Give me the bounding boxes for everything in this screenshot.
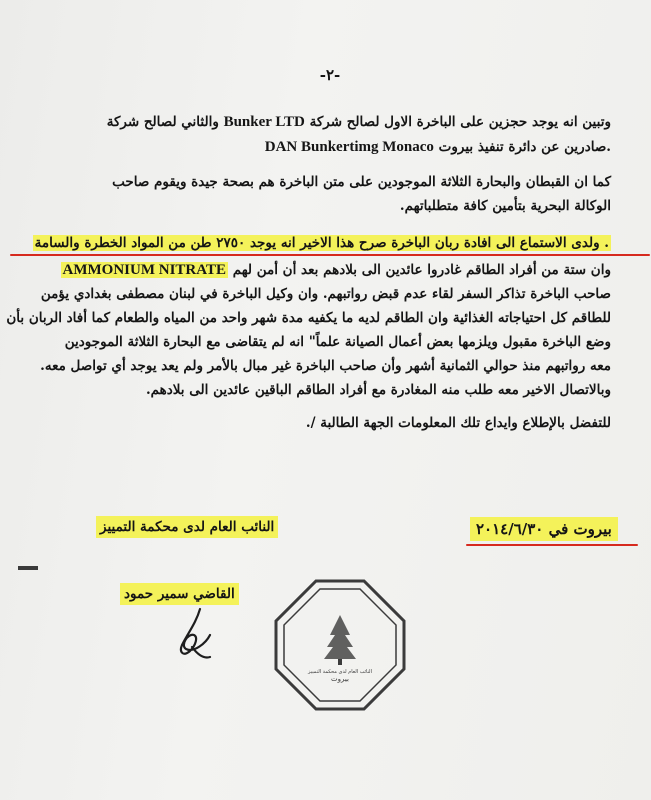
line-text: وتبين انه يوجد حجزين على الباخرة الاول لصالح شركة <box>304 114 611 130</box>
paragraph-line: كما ان القبطان والبحارة الثلاثة الموجودين على متن الباخرة هم بصحة جيدة ويقوم صاحب <box>112 174 611 190</box>
ammonium-nitrate-highlight: AMMONIUM NITRATE <box>62 262 226 278</box>
company-name: DAN Bunkertimg Monaco <box>264 139 434 155</box>
paragraph-line: معه رواتبهم منذ حوالي الثمانية أشهر وأن صاحب الباخرة غير مبال بالأمر ولم يعد يوجد أي تواصل معه. <box>40 358 611 374</box>
paragraph-line: للطاقم كل احتياجاته الغذائية وان الطاقم لديه ما يكفيه مدة شهر واحد من المياه والطعام كما أفاد الربان بأن <box>6 310 611 326</box>
paragraph-line <box>107 111 611 133</box>
paragraph-line: الوكالة البحرية بتأمين كافة متطلباتهم. <box>399 198 611 214</box>
paragraph-line: وبالاتصال الاخير معه طلب منه المغادرة مع أفراد الطاقم الباقين عائدين الى بلادهم. <box>145 382 611 398</box>
document-date: بيروت في ٢٠١٤/٦/٣٠ <box>470 517 618 541</box>
stamp-city: بيروت <box>331 675 349 683</box>
official-stamp-icon <box>272 577 408 713</box>
paragraph-line: صاحب الباخرة تذاكر السفر لقاء عدم قبض رواتبهم. وان وكيل الباخرة في لبنان مصطفى بغدادي يؤمن <box>40 286 611 302</box>
margin-mark <box>18 566 38 570</box>
company-name: Bunker LTD <box>223 114 305 130</box>
line-text: صادرين عن دائرة تنفيذ بيروت. <box>433 139 611 155</box>
signatory-title: النائب العام لدى محكمة التمييز <box>96 516 278 538</box>
paragraph-line-highlighted <box>33 232 611 254</box>
paragraph-line <box>61 259 611 281</box>
red-underline <box>10 254 650 256</box>
line-text: وان ستة من أفراد الطاقم غادروا عائدين الى بلادهم بعد أن أمن لهم <box>228 262 611 278</box>
stamp-office: النائب العام لدى محكمة التمييز <box>308 669 372 675</box>
signature-image <box>170 605 220 665</box>
paragraph-line: للتفضل بالإطلاع وايداع تلك المعلومات الجهة الطالبة /. <box>305 415 611 431</box>
paragraph-line <box>265 136 611 158</box>
judge-name: القاضي سمير حمود <box>120 583 239 605</box>
line-text: والثاني لصالح شركة <box>106 114 224 130</box>
page-number: -٢- <box>319 66 341 84</box>
date-underline <box>466 544 638 546</box>
highlighted-text: . ولدى الاستماع الى افادة ربان الباخرة صرح هذا الاخير انه يوجد ٢٧٥٠ طن من المواد الخطرة والسامة <box>34 235 609 251</box>
paragraph-line: وضع الباخرة مقبول ويلزمها بعض أعمال الصيانة علماً" انه لم يتقاضى مع البحارة الثلاثة الموجودين <box>64 334 611 350</box>
